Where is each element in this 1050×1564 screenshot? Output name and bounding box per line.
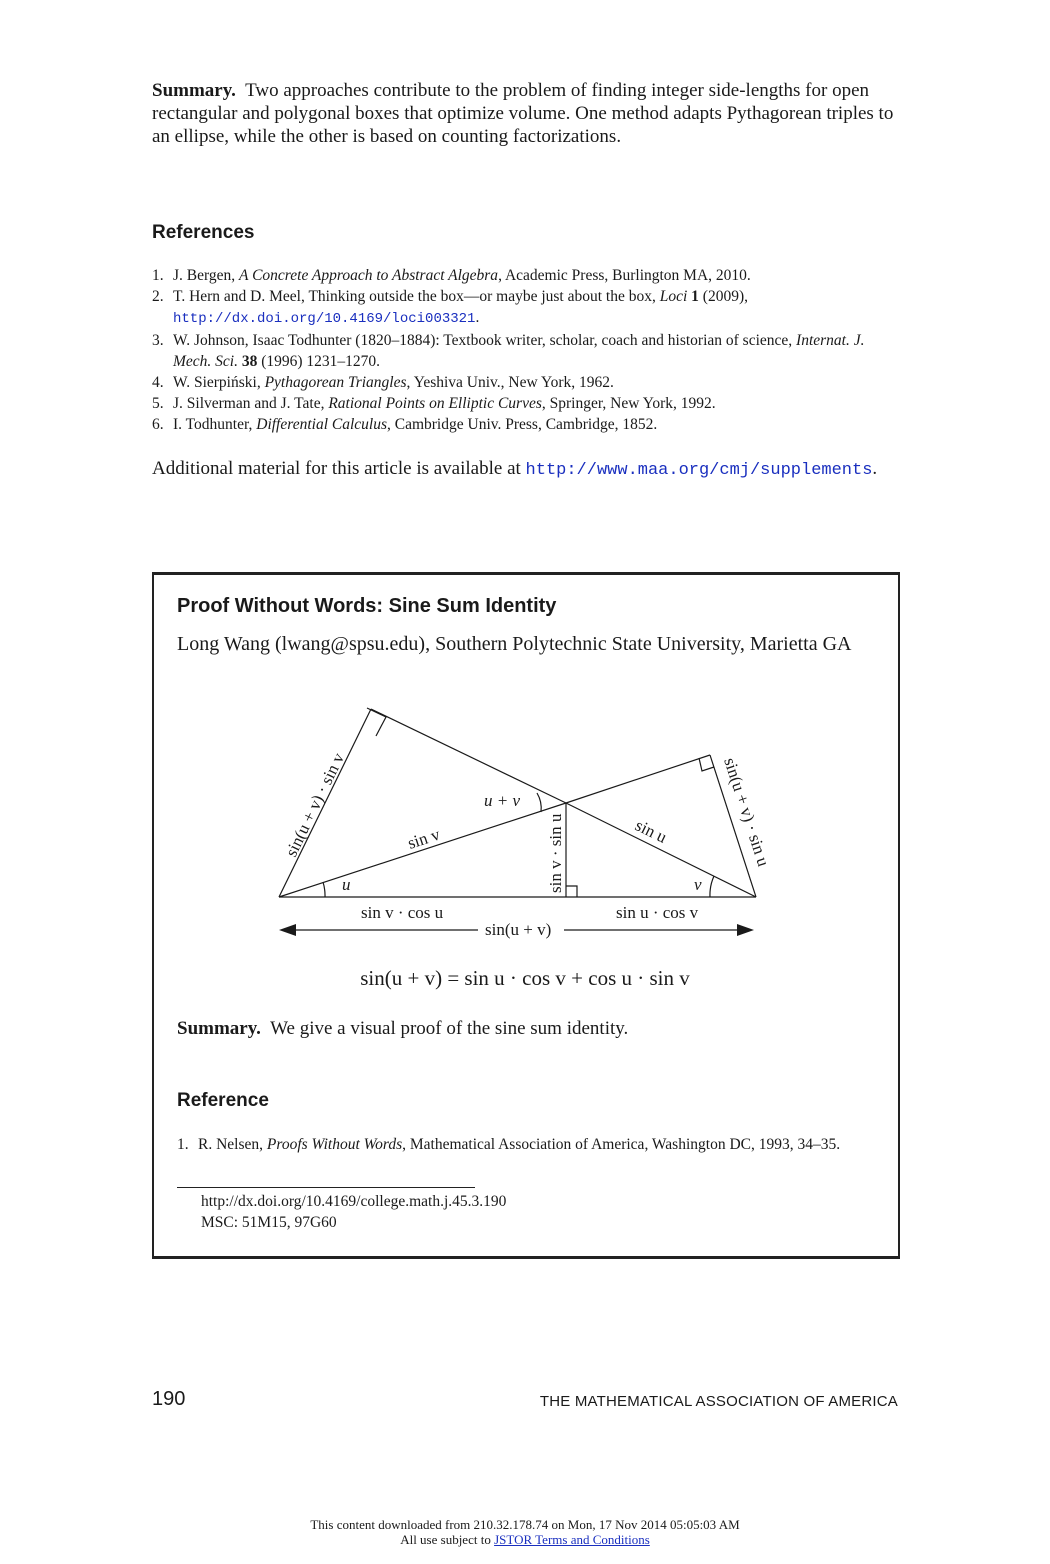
reference-link[interactable]: http://dx.doi.org/10.4169/loci003321: [173, 311, 476, 327]
reference-number: 6.: [152, 416, 164, 433]
reference-publisher: , Cambridge Univ. Press, Cambridge, 1852.: [387, 416, 658, 433]
sine-sum-diagram: [150, 700, 900, 950]
reference-item: [152, 286, 902, 330]
reference-number: 3.: [152, 332, 164, 349]
label-angle-top: u + v: [484, 791, 521, 810]
reference-title: Proofs Without Words: [266, 1136, 403, 1153]
summary-label: Summary.: [152, 80, 236, 101]
reference-authors: T. Hern and D. Meel, Thinking outside the box—or maybe just about the box,: [173, 288, 660, 305]
label-base-total: sin(u + v): [485, 920, 552, 939]
label-sin-u: sin u: [632, 815, 670, 847]
pww-title: Proof Without Words: Sine Sum Identity: [177, 595, 557, 617]
sine-sum-equation: sin(u + v) = sin u · cos v + cos u · sin v: [360, 966, 690, 990]
pww-reference-heading: Reference: [177, 1090, 269, 1111]
pww-summary-text: We give a visual proof of the sine sum identity.: [270, 1018, 629, 1039]
reference-volume: 1: [687, 288, 699, 305]
reference-item: [152, 414, 902, 435]
pww-author: Long Wang (lwang@spsu.edu), Southern Polytechnic State University, Marietta GA: [177, 633, 852, 655]
label-angle-u: u: [342, 875, 351, 894]
reference-tail: .: [475, 309, 480, 326]
reference-number: 5.: [152, 395, 164, 412]
additional-text: Additional material for this article is available at: [152, 458, 526, 479]
angle-arc-v: [710, 876, 714, 897]
label-right-hyp: sin(u + v) · sin u: [720, 755, 774, 869]
label-sin-v: sin v: [405, 824, 443, 853]
reference-number: 2.: [152, 288, 164, 305]
reference-item: [152, 330, 902, 372]
reference-volume: 38: [237, 353, 258, 370]
arrow-head-left: [279, 924, 296, 936]
additional-tail: .: [872, 458, 878, 479]
jstor-terms-line: [0, 1532, 1050, 1547]
references-heading: References: [152, 222, 255, 243]
label-left-hyp: sin(u + v) · sin v: [281, 749, 349, 860]
sin-u-line: [566, 803, 756, 897]
reference-year: (2009),: [698, 288, 748, 305]
reference-journal: Loci: [659, 288, 688, 305]
additional-material: [152, 458, 877, 480]
references-list: [152, 265, 902, 435]
msc-text: MSC: 51M15, 97G60: [201, 1214, 337, 1231]
reference-title: Rational Points on Elliptic Curves: [328, 395, 542, 412]
reference-authors: J. Bergen,: [173, 267, 240, 284]
reference-title: A Concrete Approach to Abstract Algebra: [239, 267, 499, 284]
reference-publisher: , Yeshiva Univ., New York, 1962.: [406, 374, 614, 391]
jstor-terms-prefix: All use subject to: [400, 1532, 495, 1547]
label-base-left: sin v · cos u: [361, 903, 444, 922]
reference-item: [177, 1134, 877, 1155]
jstor-download-line: This content downloaded from 210.32.178.74 on Mon, 17 Nov 2014 05:05:03 AM: [310, 1517, 740, 1532]
label-angle-v: v: [694, 875, 702, 894]
pww-reference-list: [177, 1134, 877, 1155]
reference-item: [152, 265, 902, 286]
reference-pages: (1996) 1231–1270.: [257, 353, 381, 370]
reference-publisher: , Mathematical Association of America, Washington DC, 1993, 34–35.: [402, 1136, 841, 1153]
reference-title: Pythagorean Triangles: [264, 374, 407, 391]
reference-item: [152, 372, 902, 393]
footnote: [201, 1191, 506, 1233]
label-height: sin v · sin u: [546, 813, 565, 893]
angle-arc-top: [537, 793, 541, 812]
reference-item: [152, 393, 902, 414]
right-angle-base: [566, 886, 577, 897]
jstor-notice: [0, 1517, 1050, 1547]
page-number: 190: [152, 1388, 186, 1410]
doi-text: http://dx.doi.org/10.4169/college.math.j.45.3.190: [201, 1193, 507, 1210]
reference-number: 4.: [152, 374, 164, 391]
supplements-link[interactable]: http://www.maa.org/cmj/supplements: [525, 461, 873, 480]
jstor-terms-link[interactable]: JSTOR Terms and Conditions: [494, 1532, 650, 1547]
journal-name: THE MATHEMATICAL ASSOCIATION OF AMERICA: [539, 1393, 898, 1410]
summary-text: Two approaches contribute to the problem of finding integer side-lengths for open rectangular and polygonal boxes that optimize volume. One method adapts Pythagorean triples to an ellipse, while the other is based on counting factorizations.: [152, 80, 894, 147]
reference-number: 1.: [177, 1136, 189, 1153]
right-top-side: [566, 755, 710, 803]
reference-authors: W. Sierpiński,: [173, 374, 265, 391]
pww-summary: [177, 1018, 628, 1040]
reference-title: Differential Calculus: [256, 416, 387, 433]
angle-arc-u: [323, 882, 325, 897]
reference-authors: J. Silverman and J. Tate,: [173, 395, 329, 412]
reference-authors: I. Todhunter,: [173, 416, 257, 433]
reference-journal: Internat. J. Mech. Sci.: [173, 332, 865, 370]
reference-number: 1.: [152, 267, 164, 284]
arrow-head-right: [737, 924, 754, 936]
sin-v-line: [279, 803, 566, 897]
article-summary: [152, 79, 902, 148]
pww-summary-label: Summary.: [177, 1018, 261, 1039]
label-base-right: sin u · cos v: [616, 903, 699, 922]
reference-authors: R. Nelsen,: [198, 1136, 267, 1153]
reference-authors: W. Johnson, Isaac Todhunter (1820–1884): Textbook writer, scholar, coach and historian of science,: [173, 332, 797, 349]
footnote-rule: [177, 1187, 475, 1188]
reference-publisher: , Springer, New York, 1992.: [541, 395, 716, 412]
left-top-side: [371, 709, 566, 803]
reference-publisher: , Academic Press, Burlington MA, 2010.: [498, 267, 751, 284]
